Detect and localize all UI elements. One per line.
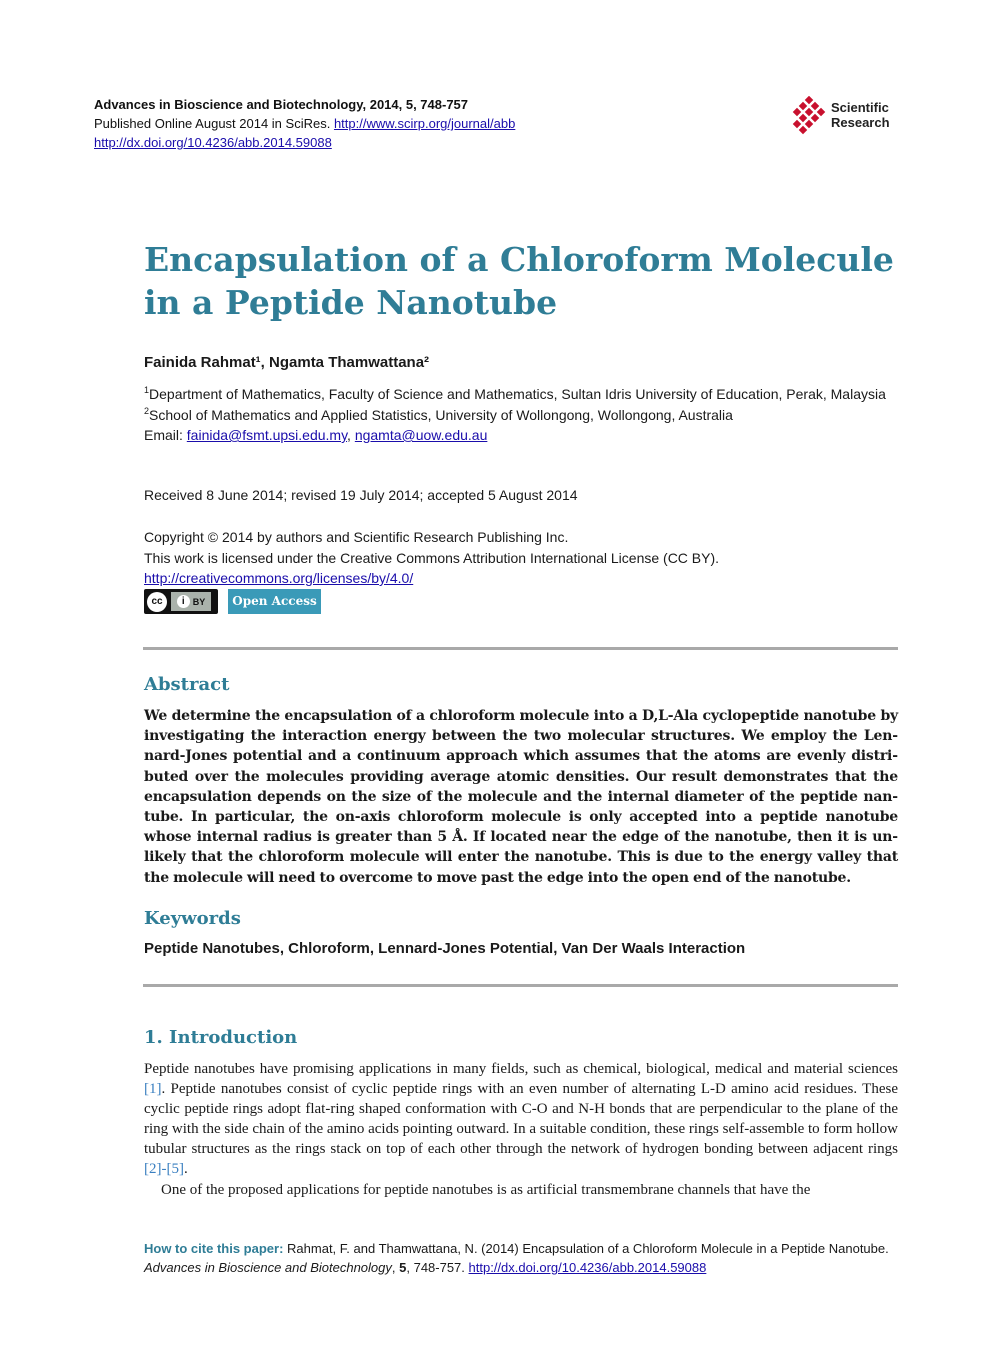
aff1-marker: 1 xyxy=(144,385,150,395)
email-label: Email: xyxy=(144,427,183,443)
aff1-text: Department of Mathematics, Faculty of Science and Mathematics, Sultan Idris University of Education, Perak, Malaysia xyxy=(149,386,886,402)
logo-text xyxy=(831,100,890,130)
cc-by-badge[interactable] xyxy=(144,589,218,614)
cite-journal: Advances in Bioscience and Biotechnology xyxy=(144,1260,392,1275)
license-statement: This work is licensed under the Creative Commons Attribution International License (CC BY). xyxy=(144,549,720,566)
title-line2: in a Peptide Nanotube xyxy=(144,283,558,322)
intro-paragraph-1 xyxy=(144,1059,898,1180)
keywords-heading: Keywords xyxy=(144,908,241,929)
aff2-marker: 2 xyxy=(144,405,150,416)
published-line xyxy=(94,114,515,133)
cite-text: Rahmat, F. and Thamwattana, N. (2014) Encapsulation of a Chloroform Molecule in a Peptide Nanotube. xyxy=(287,1241,889,1256)
affiliation-1 xyxy=(144,384,898,405)
keywords-text: Peptide Nanotubes, Chloroform, Lennard-Jones Potential, Van Der Waals Interaction xyxy=(144,940,746,957)
cite-label: How to cite this paper: xyxy=(144,1241,284,1256)
cite-doi-link[interactable]: http://dx.doi.org/10.4236/abb.2014.59088 xyxy=(468,1260,707,1275)
intro-paragraph-2: One of the proposed applications for peptide nanotubes is as artificial transmembrane channels that have the xyxy=(161,1181,811,1198)
abstract-text: We determine the encapsulation of a chloroform molecule into a D,L-Ala cyclopeptide nanotube by investigating the interaction energy between the two molecular structures. We employ the Lennard-Jones potential and a continuum approach which assumes that the atoms are evenly distributed over the molecules providing average atomic densities. Our result demonstrates that the encapsulation depends on the size of the molecule and the internal diameter of the peptide nantube. In particular, the on-axis chloroform molecule is only accepted into a peptide nanotube whose internal radius is greater than 5 Å. If located near the edge of the nanotube, then it is unlikely that the chloroform molecule will enter the nanotube. This is due to the energy valley that the molecule will need to overcome to move past the edge into the open end of the nanotube. xyxy=(144,708,898,886)
authors: Fainida Rahmat¹, Ngamta Thamwattana² xyxy=(144,354,430,371)
journal-citation: Advances in Bioscience and Biotechnology, 2014, 5, 748-757 xyxy=(94,97,469,112)
cc-icon: cc xyxy=(147,592,167,612)
scientific-research-logo xyxy=(789,96,899,136)
license-link[interactable]: http://creativecommons.org/licenses/by/4.0/ xyxy=(144,570,414,586)
published-text: Published Online August 2014 in SciRes. xyxy=(94,116,331,131)
email-line: Email: fainida@fsmt.upsi.edu.my, ngamta@uow.edu.au xyxy=(144,427,488,443)
paper-title xyxy=(144,238,904,324)
aff2-text: School of Mathematics and Applied Statistics, University of Wollongong, Wollongong, Australia xyxy=(149,406,733,423)
doi-link[interactable]: http://dx.doi.org/10.4236/abb.2014.59088 xyxy=(94,135,332,150)
intro-p1-part3: . xyxy=(183,1161,188,1178)
by-icon xyxy=(171,592,211,611)
affiliation-2 xyxy=(144,405,898,426)
logo-diamond-icon xyxy=(789,96,829,136)
reference-link-2-5[interactable]: [2]-[5] xyxy=(144,1161,184,1178)
email-link-2[interactable]: ngamta@uow.edu.au xyxy=(354,427,488,443)
open-access-badge: Open Access xyxy=(228,589,321,614)
introduction-body xyxy=(144,1059,898,1200)
email-link-1[interactable]: fainida@fsmt.upsi.edu.my xyxy=(186,427,348,443)
attribution-icon: i xyxy=(177,595,190,608)
citation-footer: How to cite this paper: Rahmat, F. and Thamwattana, N. (2014) Encapsulation of a Chloroform Molecule in a Peptide Nanotube. Advances in Bioscience and Biotechnology, 5, 748-757. http://dx.doi.org/10.4236/abb.2014.59088 xyxy=(144,1241,889,1275)
reference-link-1[interactable]: [1] xyxy=(144,1081,162,1098)
affiliations xyxy=(144,384,898,446)
intro-p1-part1: Peptide nanotubes have promising applications in many fields, such as chemical, biological, medical and material sciences xyxy=(144,1061,898,1077)
received-dates: Received 8 June 2014; revised 19 July 2014; accepted 5 August 2014 xyxy=(144,487,578,503)
intro-p1-part2: . Peptide nanotubes consist of cyclic peptide rings with an even number of alternating L-D amino acid residues. These cyclic peptide rings adopt flat-ring shaped conformation with C-O and N-H bonds that are perpendicular to the plane of the ring with the side chain of the amino acids pointing outward. In a suitable condition, these rings self-assemble to form hollow tubular structures as the rings stack on top of each other through the network of hydrogen bonding between adjacent rings xyxy=(144,1081,899,1158)
logo-line2: Research xyxy=(831,115,890,130)
cite-volume: 5 xyxy=(399,1260,407,1275)
by-label: BY xyxy=(192,596,206,607)
logo-line1: Scientific xyxy=(831,100,889,115)
divider-bottom xyxy=(143,984,898,987)
title-line1: Encapsulation of a Chloroform Molecule xyxy=(144,240,894,279)
divider-top xyxy=(143,647,898,650)
journal-link[interactable]: http://www.scirp.org/journal/abb xyxy=(333,116,516,131)
license-block xyxy=(144,527,898,589)
introduction-heading: 1. Introduction xyxy=(144,1027,298,1048)
abstract-heading: Abstract xyxy=(144,674,230,695)
journal-header xyxy=(94,95,515,152)
copyright-line: Copyright © 2014 by authors and Scientific Research Publishing Inc. xyxy=(144,529,569,545)
cite-pages: , 748-757. xyxy=(406,1260,465,1275)
